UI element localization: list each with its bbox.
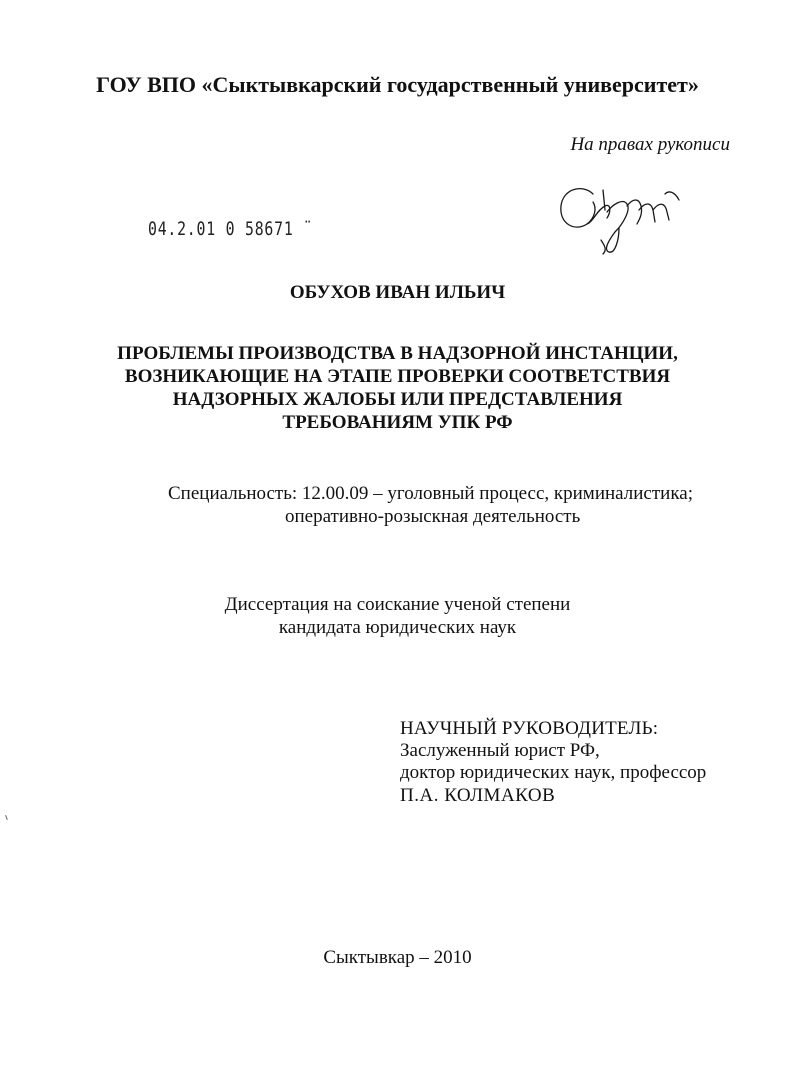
- registration-stamp: 04.2.01 0 58671 ¨: [148, 218, 313, 240]
- supervisor-name: П.А. КОЛМАКОВ: [400, 785, 556, 806]
- title-line: ТРЕБОВАНИЯМ УПК РФ: [282, 412, 513, 433]
- university-name: ГОУ ВПО «Сыктывкарский государственный университет»: [96, 72, 699, 97]
- speciality-line-2: оперативно-розыскная деятельность: [285, 506, 581, 527]
- supervisor-title-1: Заслуженный юрист РФ,: [400, 740, 600, 761]
- dissertation-title: [100, 342, 695, 434]
- supervisor-block: [400, 718, 760, 807]
- manuscript-rights-note: На правах рукописи: [570, 134, 730, 155]
- title-line: ВОЗНИКАЮЩИЕ НА ЭТАПЕ ПРОВЕРКИ СООТВЕТСТВИЯ: [124, 366, 671, 387]
- title-line: НАДЗОРНЫХ ЖАЛОБЫ ИЛИ ПРЕДСТАВЛЕНИЯ: [172, 389, 623, 410]
- supervisor-title-2: доктор юридических наук, профессор: [400, 762, 707, 783]
- speciality-block: [168, 482, 728, 528]
- degree-line-2: кандидата юридических наук: [278, 617, 517, 638]
- scan-margin-mark: [5, 815, 8, 820]
- degree-statement: [0, 593, 795, 639]
- supervisor-heading: НАУЧНЫЙ РУКОВОДИТЕЛЬ:: [400, 718, 659, 739]
- city-year: Сыктывкар – 2010: [323, 947, 472, 968]
- author-name: ОБУХОВ ИВАН ИЛЬИЧ: [289, 282, 506, 303]
- speciality-line-1: Специальность: 12.00.09 – уголовный процесс, криминалистика;: [168, 483, 693, 504]
- title-line: ПРОБЛЕМЫ ПРОИЗВОДСТВА В НАДЗОРНОЙ ИНСТАНЦИИ,: [117, 343, 678, 364]
- degree-line-1: Диссертация на соискание ученой степени: [224, 594, 571, 615]
- handwritten-signature: [553, 180, 683, 255]
